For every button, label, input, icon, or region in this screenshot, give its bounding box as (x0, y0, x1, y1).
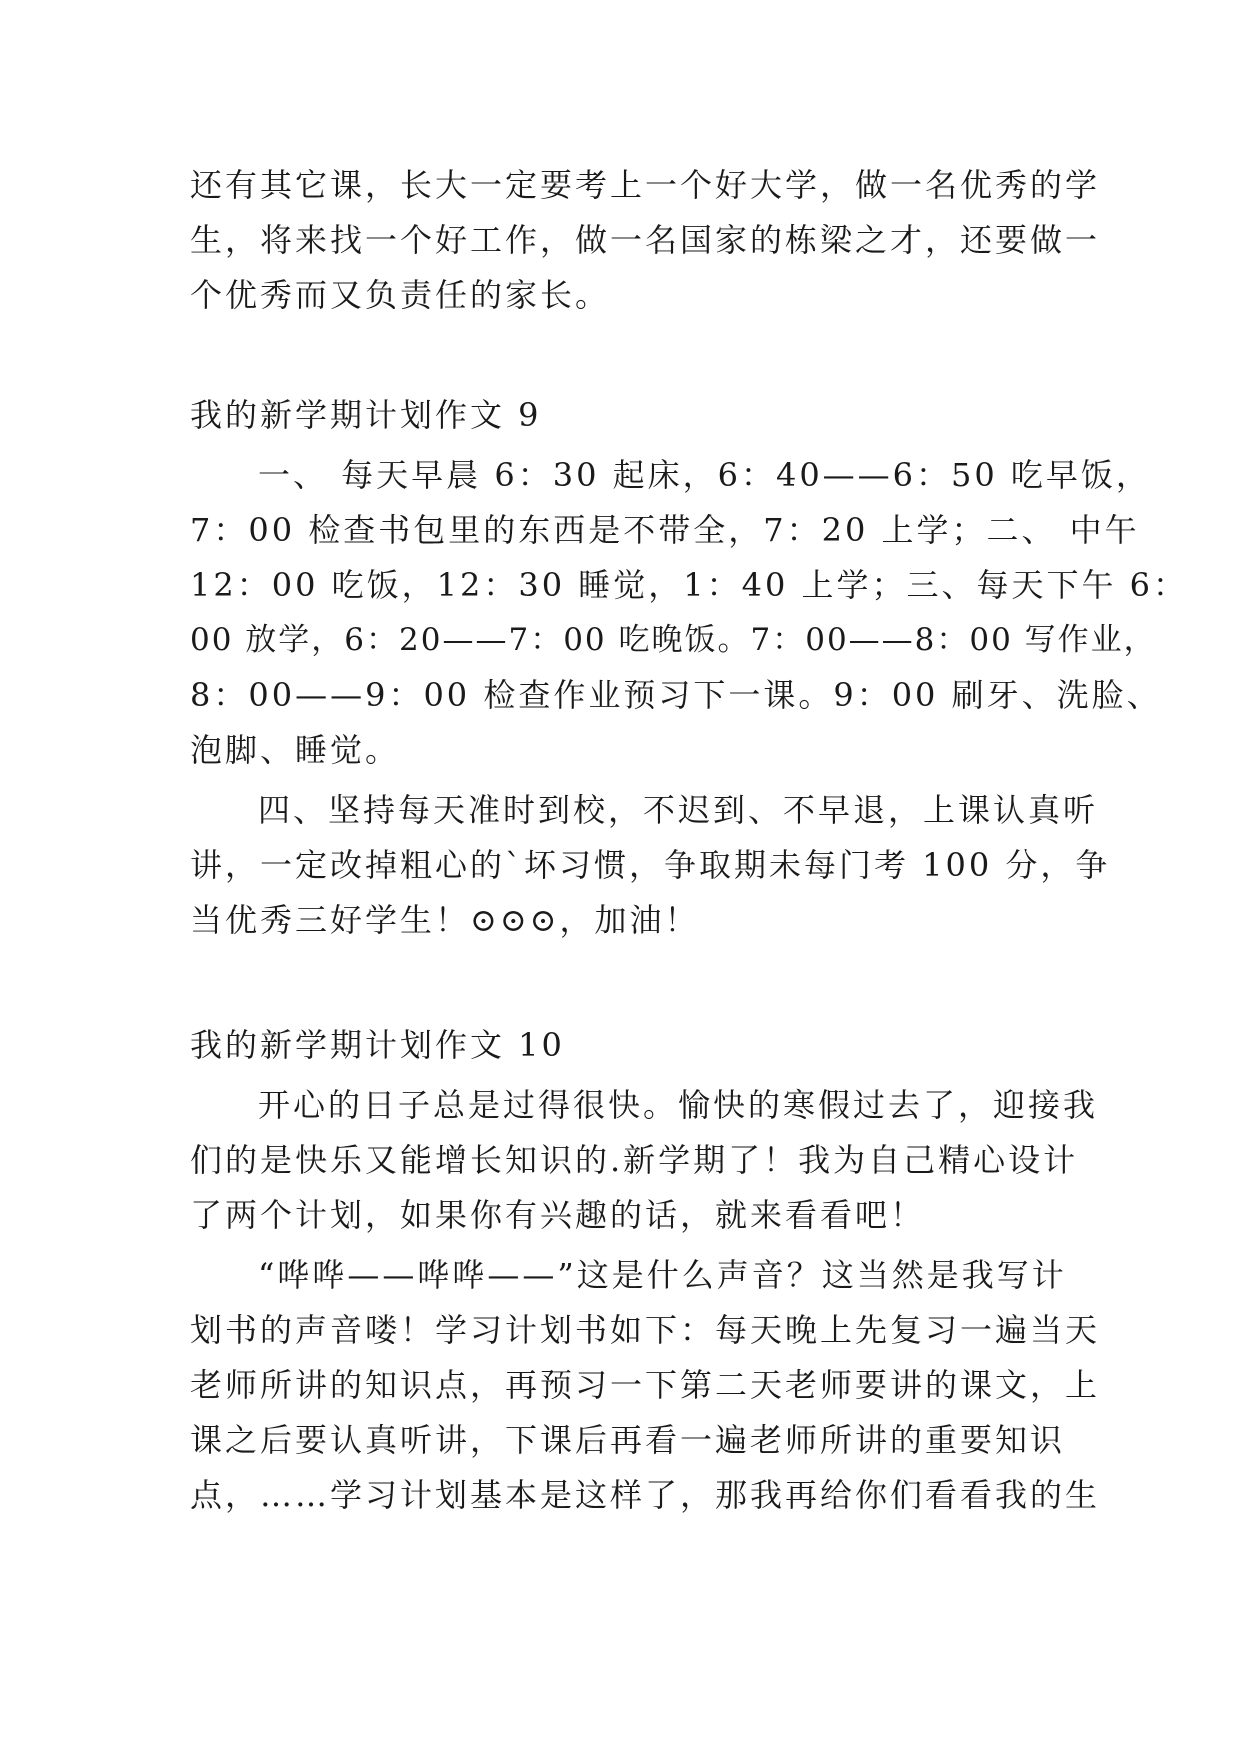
essay10-line-6: 老师所讲的知识点，再预习一下第二天老师要讲的课文，上 (190, 1366, 1101, 1404)
essay9-title: 我的新学期计划作文 9 (190, 396, 542, 434)
essay10-line-2: 们的是快乐又能增长知识的.新学期了！我为自己精心设计 (190, 1141, 1079, 1179)
essay10-title: 我的新学期计划作文 10 (190, 1026, 565, 1064)
essay9-line-7: 四、坚持每天准时到校，不迟到、不早退，上课认真听 (258, 791, 1099, 829)
essay9-line-9: 当优秀三好学生！⊙⊙⊙，加油！ (190, 901, 700, 939)
essay9-line-5: 8：00——9：00 检查作业预习下一课。9：00 刷牙、洗脸、 (190, 676, 1162, 714)
essay9-line-8: 讲，一定改掉粗心的`坏习惯，争取期未每门考 100 分，争 (190, 846, 1111, 884)
essay9-line-6: 泡脚、睡觉。 (190, 731, 401, 769)
essay10-line-1: 开心的日子总是过得很快。愉快的寒假过去了，迎接我 (258, 1086, 1099, 1124)
intro-line-2: 生，将来找一个好工作，做一名国家的栋梁之才，还要做一 (190, 221, 1101, 259)
intro-line-1: 还有其它课，长大一定要考上一个好大学，做一名优秀的学 (190, 166, 1101, 204)
essay9-line-4: 00 放学，6：20——7：00 吃晚饭。7：00——8：00 写作业， (190, 622, 1157, 658)
essay9-line-2: 7：00 检查书包里的东西是不带全，7：20 上学；二、 中午 (190, 511, 1140, 549)
essay10-line-7: 课之后要认真听讲，下课后再看一遍老师所讲的重要知识 (190, 1421, 1066, 1459)
intro-line-3: 个优秀而又负责任的家长。 (190, 276, 611, 314)
essay9-line-1: 一、 每天早晨 6：30 起床，6：40——6：50 吃早饭， (258, 456, 1151, 494)
essay9-line-3: 12：00 吃饭，12：30 睡觉，1：40 上学；三、每天下午 6： (190, 566, 1189, 604)
essay10-line-5: 划书的声音喽！学习计划书如下：每天晚上先复习一遍当天 (190, 1311, 1101, 1349)
essay10-line-8: 点，……学习计划基本是这样了，那我再给你们看看我的生 (190, 1476, 1101, 1514)
essay10-line-3: 了两个计划，如果你有兴趣的话，就来看看吧！ (190, 1196, 926, 1234)
essay10-line-4: “哗哗——哗哗——”这是什么声音？这当然是我写计 (258, 1256, 1067, 1294)
